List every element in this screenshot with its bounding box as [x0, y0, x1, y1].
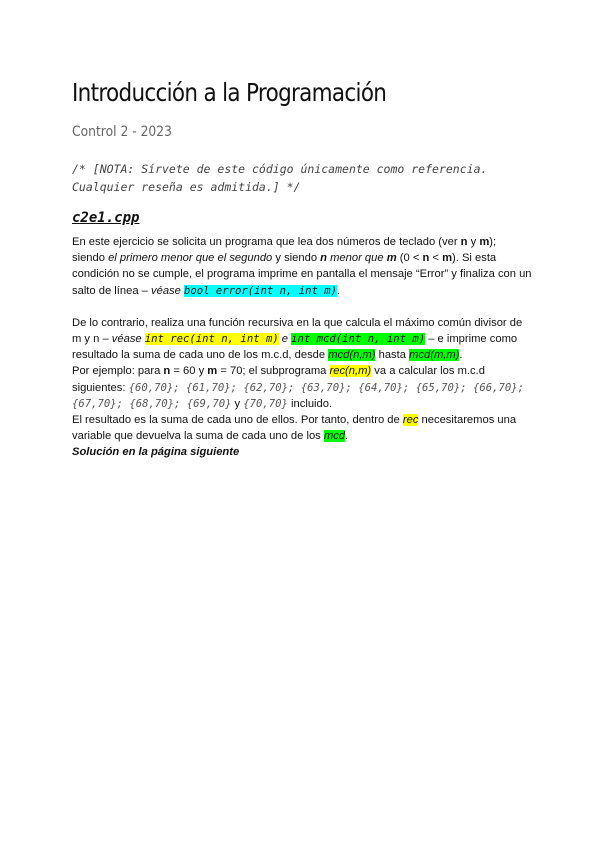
text: ). Si esta condición no se cumple, el programa imprime en pantalla el mensaje “Error” y finaliza con un salto de línea – — [72, 252, 532, 297]
code-note: /* [NOTA: Sírvete de este código únicamente como referencia. Cualquier reseña es admitida.] */ — [72, 162, 488, 194]
code-mcd-signature: int mcd(int n, int m) — [291, 333, 426, 346]
text: (0 < — [396, 252, 423, 265]
text: y — [467, 236, 480, 248]
var-n: n — [422, 252, 430, 265]
text: y — [231, 397, 244, 410]
paragraph-recursion — [72, 315, 532, 364]
paragraph-example — [72, 363, 532, 412]
code-rec-signature: int rec(int n, int m) — [144, 333, 279, 346]
text: – e imprime como resultado la suma de cada uno de los m.c.d, desde — [72, 333, 518, 362]
var-n: n — [460, 236, 468, 248]
rec-ref: rec — [402, 414, 419, 427]
exercise-description — [72, 234, 532, 444]
text: . — [345, 430, 349, 443]
mcd-m-m: mcd(m,m) — [409, 349, 460, 362]
mcd-ref: mcd — [323, 430, 346, 443]
emphasis: véase — [151, 284, 181, 297]
file-name-heading: c2e1.cpp — [72, 210, 140, 226]
rec-n-m: rec(n,m) — [329, 365, 372, 378]
var-n: n — [163, 365, 171, 378]
mcd-pairs-list: {60,70}; {61,70}; {62,70}; {63,70}; {64,70}; {65,70}; {66,70}; {67,70}; {68,70}; {69,70} — [72, 381, 525, 410]
page-title: Introducción a la Programación — [72, 78, 387, 107]
text: De lo contrario, realiza una función recursiva en la que calcula el máximo común divisor de m y n – — [72, 316, 523, 346]
emphasis: véase — [111, 333, 142, 346]
text: El resultado es la suma de cada uno de ellos. Por tanto, dentro de — [72, 414, 403, 427]
text: < — [429, 252, 443, 265]
mcd-n-m: mcd(n,m) — [328, 349, 376, 362]
var-m: m — [479, 236, 490, 248]
text: va a calcular los m.c.d siguientes: — [72, 365, 485, 394]
text: incluido. — [287, 397, 333, 410]
paragraph-requirements — [72, 234, 532, 299]
text: hasta — [375, 349, 410, 362]
var-m: m — [207, 365, 218, 378]
var-n: n — [320, 252, 327, 265]
text: . — [337, 284, 341, 297]
text: . — [459, 349, 463, 362]
text: necesitaremos una variable que devuelva la suma de cada uno de los — [72, 414, 517, 443]
text: ); siendo — [72, 236, 497, 265]
paragraph-result — [72, 412, 532, 444]
var-m: m — [442, 252, 453, 265]
text: En este ejercicio se solicita un programa que lea dos números de teclado (ver — [72, 236, 461, 248]
mcd-last-pair: {70,70} — [243, 397, 288, 410]
emphasis: el primero menor que el segundo — [108, 252, 273, 265]
emphasis: menor que — [327, 252, 387, 265]
text: = 70; el subprograma — [217, 365, 330, 378]
text: = 60 y — [170, 365, 208, 378]
var-m: m — [386, 252, 397, 265]
page-subtitle: Control 2 - 2023 — [72, 124, 172, 140]
text: e — [278, 333, 292, 346]
solution-note: Solución en la página siguiente — [72, 446, 240, 458]
text: y siendo — [272, 252, 321, 265]
code-error-signature: bool error(int n, int m) — [183, 284, 338, 297]
text: Por ejemplo: para — [72, 365, 164, 378]
